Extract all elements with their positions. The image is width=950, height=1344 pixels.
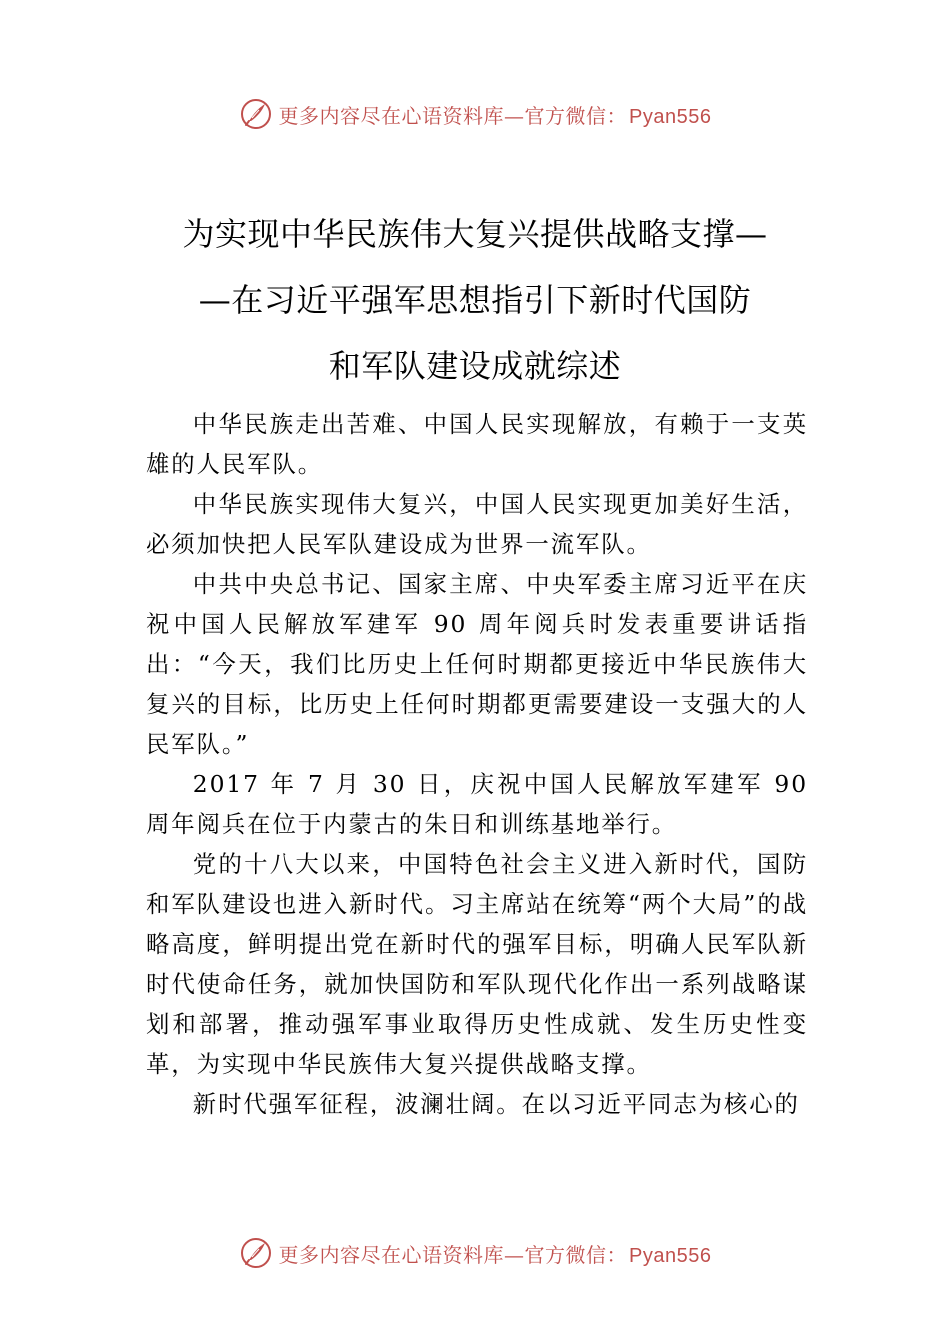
header-banner: [0, 94, 950, 134]
banner-text: [279, 100, 712, 129]
wechat-id: Pyan556: [629, 1244, 712, 1267]
paragraph-5: 党的十八大以来，中国特色社会主义进入新时代，国防和军队建设也进入新时代。习主席站在统筹“两个大局”的战略高度，鲜明提出党在新时代的强军目标，明确人民军队新时代使命任务，就加快国防和军队现代化作出一系列战略谋划和部署，推动强军事业取得历史性成就、发生历史性变革，为实现中华民族伟大复兴提供战略支撑。: [146, 850, 808, 1078]
paragraph-2: 中华民族实现伟大复兴，中国人民实现更加美好生活，必须加快把人民军队建设成为世界一流军队。: [146, 490, 808, 558]
quill-logo-icon: [239, 1236, 273, 1270]
paragraph-4: 2017 年 7 月 30 日，庆祝中国人民解放军建军 90 周年阅兵在位于内蒙古的朱日和训练基地举行。: [146, 770, 808, 838]
banner-text: [279, 1239, 712, 1268]
footer-banner: [0, 1233, 950, 1273]
title-line-1: 为实现中华民族伟大复兴提供战略支撑—: [182, 215, 768, 254]
paragraph-3: 中共中央总书记、国家主席、中央军委主席习近平在庆祝中国人民解放军建军 90 周年阅兵时发表重要讲话指出：“今天，我们比历史上任何时期都更接近中华民族伟大复兴的目标，比历史上任何时期都更需要建设一支强大的人民军队。”: [146, 570, 808, 758]
paragraph-6: 新时代强军征程，波澜壮阔。在以习近平同志为核心的: [192, 1090, 800, 1118]
article-body: [146, 404, 808, 1124]
title-line-3: 和军队建设成就综述: [328, 347, 622, 386]
quill-logo-icon: [239, 97, 273, 131]
title-line-2: —在习近平强军思想指引下新时代国防: [198, 281, 752, 320]
wechat-id: Pyan556: [629, 105, 712, 128]
page-title: [140, 201, 810, 399]
paragraph-1: 中华民族走出苦难、中国人民实现解放，有赖于一支英雄的人民军队。: [146, 410, 808, 478]
banner-slogan: 更多内容尽在心语资料库—官方微信：: [278, 103, 628, 128]
banner-slogan: 更多内容尽在心语资料库—官方微信：: [278, 1242, 628, 1267]
